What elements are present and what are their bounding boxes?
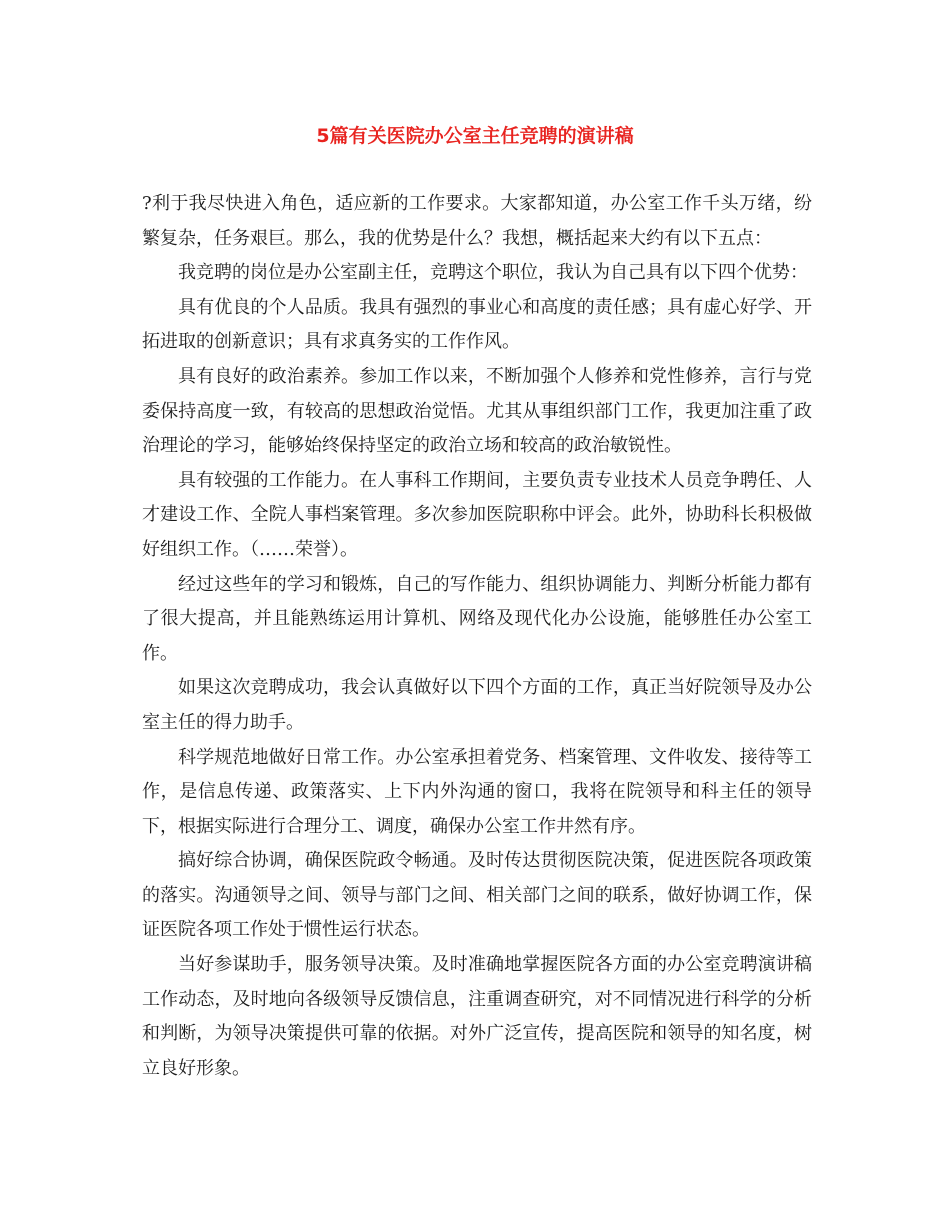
- paragraph-10: 当好参谋助手，服务领导决策。及时准确地掌握医院各方面的办公室竞聘演讲稿工作动态，及时地向各级领导反馈信息，注重调查研究，对不同情况进行科学的分析和判断，为领导决策提供可靠的依据。对外广泛宣传，提高医院和领导的知名度，树立良好形象。: [142, 954, 812, 1079]
- document-title: 5篇有关医院办公室主任竞聘的演讲稿: [316, 125, 634, 147]
- paragraph-2: 我竞聘的岗位是办公室副主任，竞聘这个职位，我认为自己具有以下四个优势：: [178, 262, 808, 284]
- paragraph-4: 具有良好的政治素养。参加工作以来，不断加强个人修养和党性修养，言行与党委保持高度一致，有较高的思想政治觉悟。尤其从事组织部门工作，我更加注重了政治理论的学习，能够始终保持坚定的政治立场和较高的政治敏锐性。: [142, 365, 812, 457]
- paragraph-1: ?利于我尽快进入角色，适应新的工作要求。大家都知道，办公室工作千头万绪，纷繁复杂，任务艰巨。那么，我的优势是什么？我想，概括起来大约有以下五点：: [142, 193, 812, 249]
- paragraph-3: 具有优良的个人品质。我具有强烈的事业心和高度的责任感；具有虚心好学、开拓进取的创新意识；具有求真务实的工作作风。: [142, 296, 812, 353]
- paragraph-9: 搞好综合协调，确保医院政令畅通。及时传达贯彻医院决策，促进医院各项政策的落实。沟通领导之间、领导与部门之间、相关部门之间的联系，做好协调工作，保证医院各项工作处于惯性运行状态。: [142, 850, 812, 941]
- paragraph-5: 具有较强的工作能力。在人事科工作期间，主要负责专业技术人员竞争聘任、人才建设工作、全院人事档案管理。多次参加医院职称中评会。此外，协助科长积极做好组织工作。（……荣誉）。: [142, 469, 812, 560]
- paragraph-7: 如果这次竞聘成功，我会认真做好以下四个方面的工作，真正当好院领导及办公室主任的得力助手。: [142, 677, 812, 733]
- paragraph-6: 经过这些年的学习和锻炼，自己的写作能力、组织协调能力、判断分析能力都有了很大提高，并且能熟练运用计算机、网络及现代化办公设施，能够胜任办公室工作。: [142, 573, 812, 664]
- paragraph-8: 科学规范地做好日常工作。办公室承担着党务、档案管理、文件收发、接待等工作，是信息传递、政策落实、上下内外沟通的窗口，我将在院领导和科主任的领导下，根据实际进行合理分工、调度，确保办公室工作井然有序。: [142, 746, 812, 837]
- document-body: [142, 187, 812, 1086]
